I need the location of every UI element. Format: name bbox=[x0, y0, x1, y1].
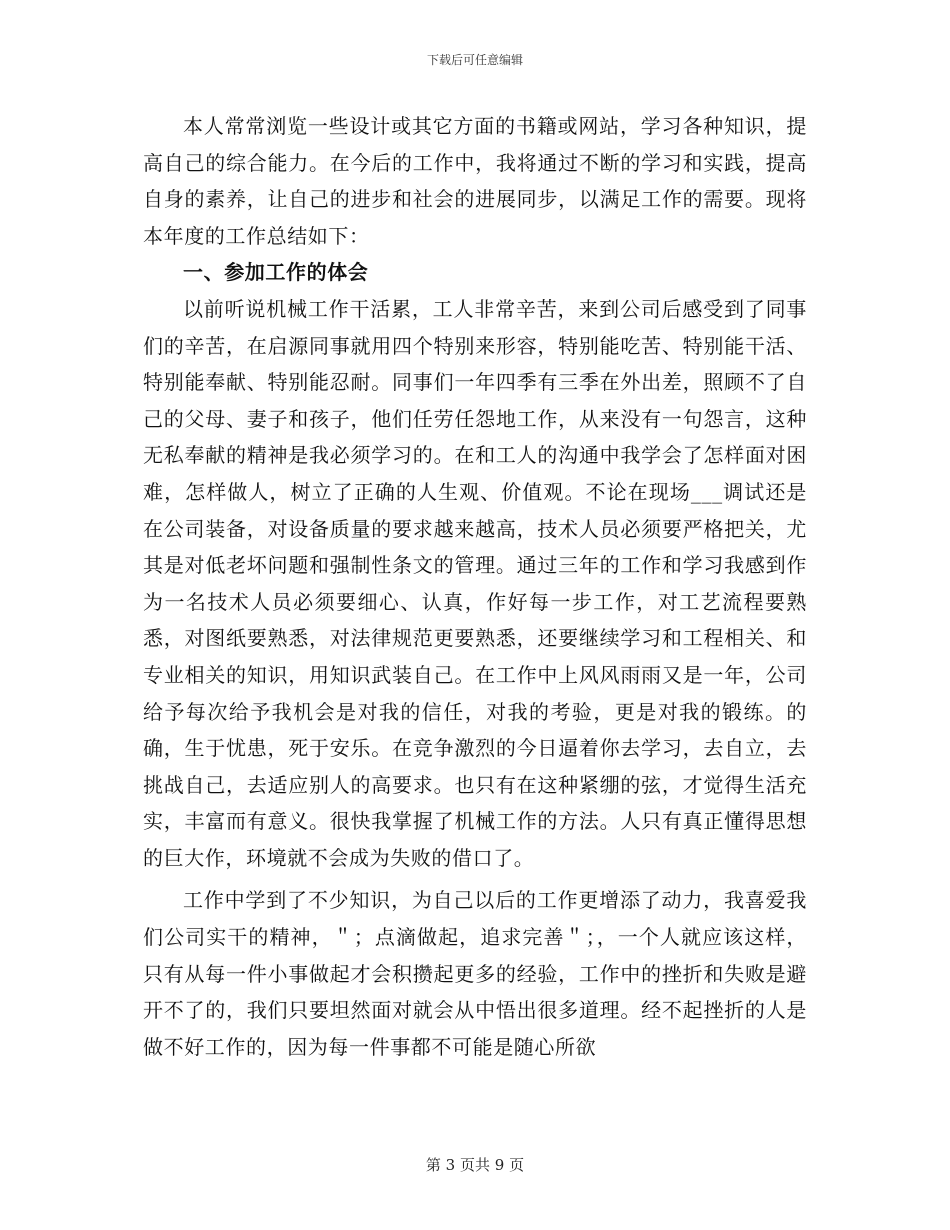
section-heading: 一、参加工作的体会 bbox=[183, 260, 369, 285]
document-body bbox=[143, 108, 807, 1065]
page-number: 第 3 页共 9 页 bbox=[425, 1156, 525, 1174]
paragraph-experience: 以前听说机械工作干活累，工人非常辛苦，来到公司后感受到了同事们的辛苦，在启源同事就用四个特别来形容，特别能吃苦、特别能干活、特别能奉献、特别能忍耐。同事们一年四季有三季在外出差，照顾不了自己的父母、妻子和孩子，他们任劳任怨地工作，从来没有一句怨言，这种无私奉献的精神是我必须学习的。在和工人的沟通中我学会了怎样面对困难，怎样做人，树立了正确的人生观、价值观。不论在现场___调试还是在公司装备，对设备质量的要求越来越高，技术人员必须要严格把关，尤其是对低老坏问题和强制性条文的管理。通过三年的工作和学习我感到作为一名技术人员必须要细心、认真，作好每一步工作，对工艺流程要熟悉，对图纸要熟悉，对法律规范更要熟悉，还要继续学习和工程相关、和专业相关的知识，用知识武装自己。在工作中上风风雨雨又是一年，公司给予每次给予我机会是对我的信任，对我的考验，更是对我的锻练。的确，生于忧患，死于安乐。在竞争激烈的今日逼着你去学习，去自立，去挑战自己，去适应别人的高要求。也只有在这种紧绷的弦，才觉得生活充实，丰富而有意义。很快我掌握了机械工作的方法。人只有真正懂得思想的巨大作，环境就不会成为失败的借口了。 bbox=[143, 296, 807, 870]
paragraph-learning: 工作中学到了不少知识，为自己以后的工作更增添了动力，我喜爱我们公司实干的精神，＂；点滴做起，追求完善＂；，一个人就应该这样，只有从每一件小事做起才会积攒起更多的经验，工作中的挫折和失败是避开不了的，我们只要坦然面对就会从中悟出很多道理。经不起挫折的人是做不好工作的，因为每一件事都不可能是随心所欲 bbox=[143, 888, 807, 1059]
page-header: 下载后可任意编辑 bbox=[426, 53, 523, 67]
paragraph-intro: 本人常常浏览一些设计或其它方面的书籍或网站，学习各种知识，提高自己的综合能力。在今后的工作中，我将通过不断的学习和实践，提高自身的素养，让自己的进步和社会的进展同步，以满足工作的需要。现将本年度的工作总结如下： bbox=[143, 114, 807, 248]
